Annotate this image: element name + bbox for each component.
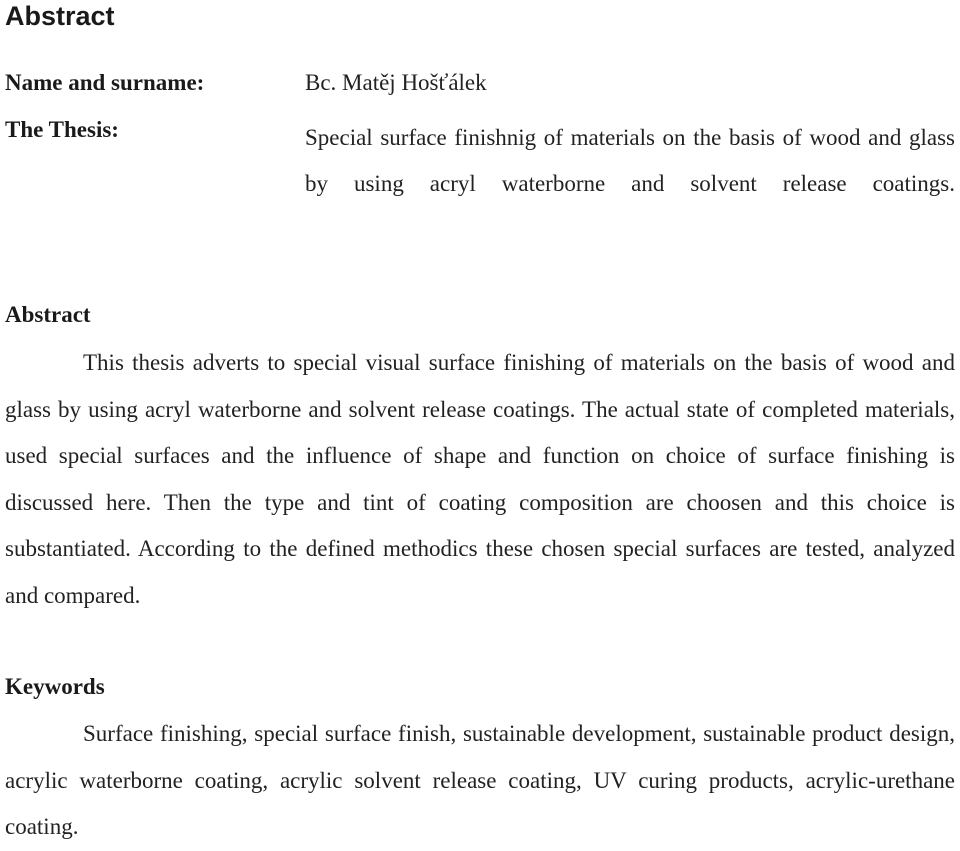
keywords-heading: Keywords bbox=[5, 674, 105, 699]
abstract-heading: Abstract bbox=[5, 302, 91, 327]
keywords-text: Surface finishing, special surface finish, sustainable development, sustainable product design, acrylic waterborne coating, acrylic solvent release coating, UV curing products, acrylic-urethane coating. bbox=[5, 721, 955, 839]
name-label: Name and surname: bbox=[5, 70, 205, 95]
thesis-value: Special surface finishnig of materials on the basis of wood and glass by using acryl waterborne and solvent release coatings. bbox=[305, 125, 955, 196]
name-value: Bc. Matěj Hošťálek bbox=[305, 70, 487, 95]
abstract-text: This thesis adverts to special visual surface finishing of materials on the basis of wood and glass by using acryl waterborne and solvent release coatings. The actual state of completed materials, used special surfaces and the influence of shape and function on choice of surface finishing is discussed here. Then the type and tint of coating composition are choosen and this choice is substantiated. According to the defined methodics these chosen special surfaces are tested, analyzed and compared. bbox=[5, 350, 955, 608]
page-title: Abstract bbox=[5, 1, 115, 31]
thesis-label: The Thesis: bbox=[5, 117, 119, 142]
